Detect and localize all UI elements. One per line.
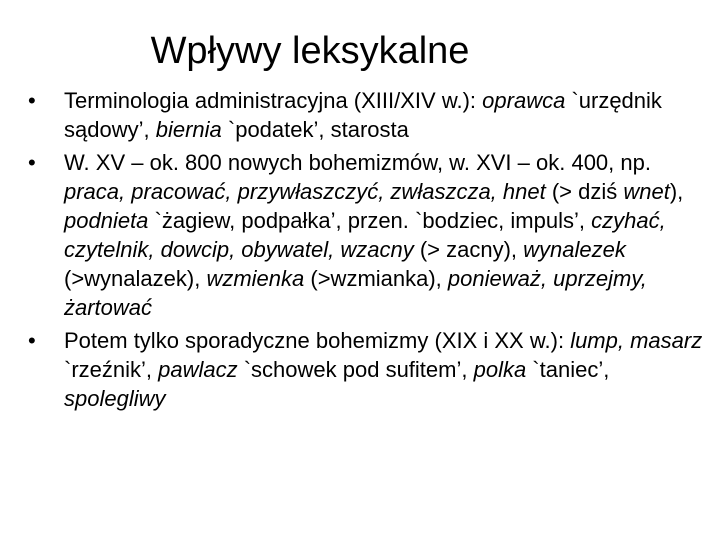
italic-term: biernia (155, 117, 222, 142)
text-segment: Terminologia administracyjna (XIII/XIV w.): (64, 88, 483, 113)
italic-term: polka (473, 357, 527, 382)
bullet-text (64, 150, 683, 320)
italic-term: wzmienka (206, 266, 305, 291)
text-segment: (>wzmianka), (304, 266, 448, 291)
text-segment: W. XV – ok. 800 nowych bohemizmów, w. XVI – ok. 400, np. (64, 150, 651, 175)
bullet-text (64, 88, 662, 142)
bullet-item (28, 148, 708, 322)
italic-term: ponieważ, uprzejmy, żartować (64, 266, 647, 320)
text-segment: `taniec’, (526, 357, 610, 382)
text-segment: `schowek pod sufitem’, (237, 357, 474, 382)
text-segment: `żagiew, podpałka’, przen. `bodziec, impuls’, (148, 208, 592, 233)
italic-term: praca, pracować, przywłaszczyć, zwłaszcza, hnet (64, 179, 546, 204)
text-segment: `rzeźnik’, (64, 357, 159, 382)
bullet-list (28, 86, 708, 417)
italic-term: podnieta (64, 208, 149, 233)
italic-term: czyhać, czytelnik, dowcip, obywatel, wzacny (64, 208, 666, 262)
bullet-item (28, 326, 708, 413)
bullet-item (28, 86, 708, 144)
italic-term: wnet (623, 179, 670, 204)
text-segment: (>wynalazek), (64, 266, 207, 291)
text-segment: Potem tylko sporadyczne bohemizmy (XIX i XX w.): (64, 328, 571, 353)
text-segment: (> dziś (545, 179, 624, 204)
text-segment: (> zacny), (413, 237, 524, 262)
bullet-marker: • (28, 150, 36, 175)
italic-term: oprawca (482, 88, 566, 113)
italic-term: spolegliwy (64, 386, 166, 411)
italic-term: pawlacz (158, 357, 238, 382)
bullet-marker: • (28, 88, 36, 113)
text-segment: `podatek’, starosta (221, 117, 409, 142)
bullet-text (64, 328, 702, 411)
text-segment: `urzędnik sądowy’, (64, 88, 662, 142)
italic-term: lump, masarz (570, 328, 703, 353)
bullet-marker: • (28, 328, 36, 353)
italic-term: wynalezek (523, 237, 626, 262)
text-segment: ), (669, 179, 684, 204)
slide-title: Wpływy leksykalne (150, 30, 470, 72)
